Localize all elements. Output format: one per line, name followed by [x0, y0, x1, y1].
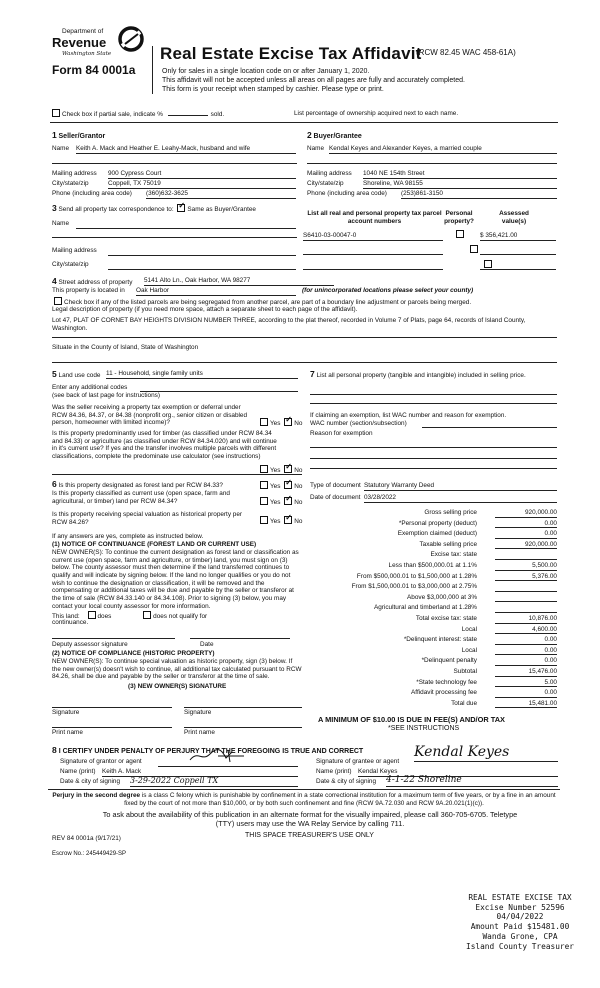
timber-no-checkbox[interactable]: [284, 465, 292, 473]
seller-mailing-row: Mailing address 900 Cypress Court: [52, 170, 297, 178]
continuance-label: continuance.: [52, 619, 89, 626]
street-address-row: 4 Street address of property 5141 Alto Ln., Oak Harbor, WA 98277: [52, 276, 557, 287]
timber-yes-checkbox[interactable]: [260, 465, 268, 473]
additional-codes-label: Enter any additional codes: [52, 384, 128, 391]
tax-row: [305, 509, 557, 520]
tax-row-amount[interactable]: 15,476.00: [495, 668, 557, 677]
tax-row-label: Less than $500,000.01 at 1.1%: [388, 562, 477, 569]
personal-col-header: Personal property?: [444, 210, 474, 225]
stamp-line1: REAL ESTATE EXCISE TAX: [468, 893, 572, 902]
tax-row: [305, 700, 557, 711]
tax-row-amount[interactable]: 0.00: [495, 520, 557, 529]
legal-description[interactable]: Lot 47, PLAT OF CORNET BAY HEIGHTS DIVISION NUMBER THREE, according to the plat thereof, recorded in Volume 7 of Plats, page 64, records of Island County, Washington.: [52, 317, 526, 332]
tax-row-label: *State technology fee: [416, 678, 477, 686]
tax-row: [305, 551, 557, 562]
continuance-title: (1) NOTICE OF CONTINUANCE (FOREST LAND OR CURRENT USE): [52, 541, 257, 548]
doc-type-row: Type of document Statutory Warranty Deed: [310, 482, 557, 490]
print-name-label-1: Print name: [52, 729, 83, 736]
tax-row-label: Subtotal: [453, 668, 477, 675]
grantor-sig-row: Signature of grantor or agent: [60, 758, 300, 766]
minimum-note: A MINIMUM OF $10.00 IS DUE IN FEE(S) AND/OR TAX: [318, 715, 505, 724]
dept-line1: Department of: [62, 28, 104, 35]
tax-row-label: *Personal property (deduct): [398, 519, 477, 527]
grantor-signature[interactable]: [158, 754, 298, 767]
tax-row-label: *Delinquent penalty: [421, 657, 477, 665]
new-owner-signature-2[interactable]: [184, 698, 302, 708]
property-location[interactable]: Oak Harbor: [136, 287, 296, 296]
exemption-question: Was the seller receiving a property tax exemption or deferral under RCW 84.36, 84.37, or 84.38 (nonprofit org., senior citizen or disabled person, homeowner with limited income)?: [52, 404, 248, 427]
current-use-yes-checkbox[interactable]: [260, 497, 268, 505]
grantor-date-row: Date & city of signing 3-29-2022 Coppell TX: [60, 778, 300, 786]
section3-name-field[interactable]: [76, 220, 296, 229]
signature-label-2: Signature: [184, 709, 212, 716]
assessed-col-header: Assessed value(s): [499, 210, 529, 225]
seller-city-row: City/state/zip Coppell, TX 75019: [52, 180, 297, 188]
tax-row: [305, 604, 557, 615]
tax-row-amount[interactable]: 0.00: [495, 647, 557, 656]
tax-row: [305, 615, 557, 626]
section3-city-field[interactable]: [108, 261, 296, 270]
forest-question: 6 Is this property designated as forest land per RCW 84.33?: [52, 479, 223, 489]
buyer-city-row: City/state/zip Shoreline, WA 98155: [307, 180, 557, 188]
stamp-line6: Island County Treasurer: [466, 941, 574, 951]
see-instructions: *SEE INSTRUCTIONS: [388, 725, 460, 732]
additional-codes-field[interactable]: [140, 384, 298, 392]
certify-heading: 8 I CERTIFY UNDER PENALTY OF PERJURY THAT THE FOREGOING IS TRUE AND CORRECT: [52, 745, 364, 755]
new-owner-signature-1[interactable]: [52, 698, 172, 708]
partial-sale-label: Check box if partial sale, indicate %: [62, 111, 163, 118]
reason-label: Reason for exemption: [310, 430, 373, 437]
section3-name-row: Name: [52, 220, 297, 228]
buyer-phone-row: Phone (including area code) (253)861-3150: [307, 190, 557, 198]
header-note2: This affidavit will not be accepted unless all areas on all pages are fully and accurately completed.: [162, 77, 465, 84]
treasurer-use-label: THIS SPACE TREASURER'S USE ONLY: [245, 832, 374, 839]
tax-row-amount[interactable]: [495, 583, 557, 592]
tax-row-label: From $1,500,000.01 to $3,000,000 at 2.75%: [351, 583, 477, 591]
grantee-date-row: Date & city of signing 4-1-22 Shoreline: [316, 778, 558, 786]
buyer-city[interactable]: Shoreline, WA 98155: [363, 180, 557, 189]
tax-row: [305, 689, 557, 700]
dept-line2: Revenue: [52, 35, 107, 50]
tax-row-label: Exemption claimed (deduct): [397, 530, 477, 538]
tax-row-label: Agricultural and timberland at 1.28%: [373, 604, 477, 612]
stamp-line2: Excise Number 52596: [475, 902, 565, 912]
grantee-signature[interactable]: Kendal Keyes: [414, 744, 558, 762]
tax-row: [305, 636, 557, 647]
buyer-mailing-row: Mailing address 1040 NE 154th Street: [307, 170, 557, 178]
header-note1: Only for sales in a single location code on or after January 1, 2020.: [162, 68, 370, 75]
treasurer-stamp: [464, 893, 576, 951]
tax-row-label: Gross selling price: [424, 509, 477, 516]
tax-row-amount[interactable]: 920,000.00: [495, 509, 557, 518]
see-back-label: (see back of last page for instructions): [52, 392, 160, 399]
tax-row-label: From $500,000.01 to $1,500,000 at 1.28%: [356, 572, 477, 580]
buyer-mailing[interactable]: 1040 NE 154th Street: [363, 170, 557, 179]
parcel-col-header: List all real and personal property tax parcel account numbers: [307, 210, 442, 225]
tax-row-label: Taxable selling price: [419, 540, 477, 548]
seller-mailing[interactable]: 900 Cypress Court: [108, 170, 296, 179]
tax-row-amount[interactable]: 0.00: [495, 689, 557, 698]
tax-row: [305, 679, 557, 690]
exemption-answer: Yes ✓ No: [258, 418, 302, 428]
tax-row-amount[interactable]: [495, 551, 557, 560]
tax-row-label: Total due: [451, 699, 477, 707]
tax-row: [305, 520, 557, 531]
list-percentage-note: List percentage of ownership acquired next to each name.: [294, 110, 459, 117]
assessed-value-1[interactable]: $ 356,421.00: [480, 232, 556, 241]
unincorporated-note: (for unincorporated locations please select your county): [302, 287, 474, 294]
tax-row: [305, 541, 557, 552]
wac-field[interactable]: [422, 420, 557, 428]
partial-sale-row: [50, 109, 224, 119]
does-not-qualify-checkbox[interactable]: [143, 611, 151, 619]
stamp-line3: 04/04/2022: [496, 912, 544, 922]
seller-heading: 1 Seller/Grantor: [52, 130, 106, 140]
seller-name[interactable]: Keith A. Mack and Heather E. Leahy-Mack, husband and wife: [76, 145, 296, 154]
historical-yes-checkbox[interactable]: [260, 516, 268, 524]
revenue-logo-icon: [116, 26, 146, 52]
grantee-date-city[interactable]: 4-1-22 Shoreline: [386, 775, 558, 787]
tax-row-label: Above $3,000,000 at 3%: [407, 593, 477, 601]
perjury-notice: Perjury in the second degree is a class C felony which is punishable by confinement in a state correctional institution for a maximum term of five years, or by a fine in an amount fixed by the court of not more than $10,000, or by both such confinement and fine (RCW 9A.72.030 and RCW 9A.20.021(1)(c)).: [52, 792, 556, 807]
buyer-heading: 2 Buyer/Grantee: [307, 130, 362, 140]
compliance-title: (2) NOTICE OF COMPLIANCE (HISTORIC PROPERTY): [52, 650, 215, 657]
tax-row-label: Total excise tax: state: [415, 615, 477, 622]
personal-property-list: 7 List all personal property (tangible and intangible) included in selling price.: [310, 369, 526, 379]
historical-no-checkbox[interactable]: [284, 516, 292, 524]
print-name-label-2: Print name: [184, 729, 215, 736]
deputy-date-label: Date: [200, 641, 214, 648]
section3-mailing-field[interactable]: [108, 247, 296, 256]
partial-sale-checkbox[interactable]: [52, 109, 60, 117]
timber-question: Is this property predominantly used for timber (as classified under RCW 84.34 and 84.33) or agriculture (as classified under RCW 84.34.020) and will continue in it's current use? If yes and the transfer involves multiple parcels with different classifications, complete the predominate use calculator (see instructions): [52, 430, 277, 461]
tax-row: [305, 668, 557, 679]
forest-no-checkbox[interactable]: [284, 481, 292, 489]
wac-row: WAC number (section/subsection): [310, 420, 557, 428]
tax-row-amount[interactable]: 15,481.00: [495, 700, 557, 709]
seller-phone-row: Phone (including area code) (360)632-3625: [52, 190, 297, 198]
tax-row: [305, 562, 557, 573]
tax-row-label: Local: [461, 646, 477, 654]
this-land-row: This land: does does not qualify for: [52, 613, 208, 620]
grantor-signature-scribble-icon: [188, 748, 248, 764]
located-row: This property is located in Oak Harbor (for unincorporated locations please select your county): [52, 287, 474, 294]
tax-row: [305, 647, 557, 658]
tax-row-amount[interactable]: 920,000.00: [495, 541, 557, 550]
header-note3: This form is your receipt when stamped by cashier. Please type or print.: [162, 86, 384, 93]
tax-row-amount[interactable]: [495, 594, 557, 603]
tax-row-amount[interactable]: 0.00: [495, 530, 557, 539]
historical-question: Is this property receiving special valuation as historical property per RCW 84.26?: [52, 511, 243, 526]
street-address[interactable]: 5141 Alto Ln., Oak Harbor, WA 98277: [144, 277, 334, 286]
buyer-name-row: Name Kendal Keyes and Alexander Keyes, a married couple: [307, 145, 557, 153]
tax-row: [305, 657, 557, 668]
land-use-code[interactable]: 11 - Household, single family units: [106, 370, 298, 379]
personal-property-checkbox-3[interactable]: [484, 260, 492, 268]
form-title: Real Estate Excise Tax Affidavit: [160, 44, 422, 63]
new-owner-signature-title: (3) NEW OWNER(S) SIGNATURE: [128, 683, 227, 690]
tax-row-amount[interactable]: 5.00: [495, 679, 557, 688]
tax-row-amount[interactable]: 5,500.00: [495, 562, 557, 571]
escrow-number: Escrow No.: 245449429-SP: [52, 851, 127, 857]
forest-yes-checkbox[interactable]: [260, 481, 268, 489]
personal-property-checkbox-1[interactable]: [456, 230, 464, 238]
land-use-row: 5 Land use code 11 - Household, single family units: [52, 369, 302, 380]
buyer-name[interactable]: Kendal Keyes and Alexander Keyes, a married couple: [329, 145, 557, 154]
buyer-phone[interactable]: (253)861-3150: [401, 190, 557, 199]
forest-answer: Yes ✓ No: [258, 481, 302, 491]
tax-row-label: *Delinquent interest: state: [403, 636, 477, 644]
tax-row: [305, 626, 557, 637]
document-date[interactable]: 03/28/2022: [364, 494, 557, 503]
tax-row: [305, 583, 557, 594]
tax-row-amount[interactable]: 0.00: [495, 636, 557, 645]
timber-answer: Yes ✓ No: [258, 465, 302, 475]
grantee-print-row: Name (print) Kendal Keyes: [316, 768, 558, 776]
same-as-buyer-checkbox[interactable]: [177, 204, 185, 212]
grantor-print-row: Name (print) Keith A. Mack: [60, 768, 300, 776]
tax-row-amount[interactable]: 4,600.00: [495, 626, 557, 635]
exemption-claim-label: If claiming an exemption, list WAC number and reason for exemption.: [310, 412, 507, 419]
tax-row-amount[interactable]: 0.00: [495, 657, 557, 666]
situate-text: Situate in the County of Island, State of Washington: [52, 344, 199, 351]
current-use-answer: Yes ✓ No: [258, 497, 302, 507]
section3-mailing-row: Mailing address: [52, 247, 297, 255]
tax-row-label: Affidavit processing fee: [411, 689, 477, 697]
signature-label-1: Signature: [52, 709, 80, 716]
tax-row-amount[interactable]: 5,376.00: [495, 573, 557, 582]
grantee-print-name[interactable]: Kendal Keyes: [358, 768, 558, 777]
seller-name-row: Name Keith A. Mack and Heather E. Leahy-Mack, husband and wife: [52, 145, 297, 153]
parcel-number-1[interactable]: S6410-03-00047-0: [303, 232, 443, 241]
segregated-row: Check box if any of the listed parcels are being segregated from another parcel, are part of a boundary line adjustment or parcels being merged.: [52, 297, 562, 307]
new-owner-print-2[interactable]: [184, 718, 302, 728]
alternate-format-note: To ask about the availability of this publication in an alternate format for the visually impaired, please call 360-705-6705. Teletype (TTY) users may use the WA Relay Service by calling 711.: [102, 810, 518, 828]
rev-number: REV 84 0001a (9/17/21): [52, 835, 121, 842]
section3-heading: 3 Send all property tax correspondence to: ✓ Same as Buyer/Grantee: [52, 203, 302, 214]
tax-row: [305, 594, 557, 605]
grantee-sig-row: Signature of grantee or agent Kendal Keyes: [316, 758, 558, 766]
dept-line3: Washington State: [62, 51, 112, 57]
tax-row-label: Local: [461, 625, 477, 633]
sold-label: sold.: [210, 111, 225, 118]
new-owner-print-1[interactable]: [52, 718, 172, 728]
tax-row-amount[interactable]: [495, 604, 557, 613]
current-use-question: Is this property classified as current use (open space, farm and agricultural, or timber) land per RCW 84.34?: [52, 490, 230, 505]
legal-label: Legal description of property (if you need more space, attach a separate sheet to each page of the affidavit).: [52, 306, 358, 313]
seller-phone[interactable]: (360)632-3625: [146, 190, 296, 199]
tax-row-label: Excise tax: state: [430, 551, 477, 559]
segregated-checkbox[interactable]: [54, 297, 62, 305]
tax-row-amount[interactable]: 10,876.00: [495, 615, 557, 624]
continuance-text: NEW OWNER(S): To continue the current designation as forest land or classification as current use (open space, farm and agriculture, or timber) land, you must sign on (3) below. The county assessor must then determine if the land transferred continues to qualify and will indicate by signing below. If the land no longer qualifies or you do not wish to continue the designation or classification, it will be removed and the compensating or additional taxes will be due and payable by the seller or transferor at the time of sale (RCW 84.33.140 or 84.34.108). Prior to signing (3) below, you may contact your local county assessor for more information.: [52, 549, 299, 610]
stamp-line5: Wanda Grone, CPA: [482, 931, 558, 941]
does-qualify-checkbox[interactable]: [88, 611, 96, 619]
personal-property-checkbox-2[interactable]: [470, 245, 478, 253]
seller-city[interactable]: Coppell, TX 75019: [108, 180, 296, 189]
doc-date-row: Date of document 03/28/2022: [310, 494, 557, 502]
stamp-line4: Amount Paid $15481.00: [470, 922, 570, 932]
exemption-yes-checkbox[interactable]: [260, 418, 268, 426]
deputy-sig-label: Deputy assessor signature: [52, 641, 128, 648]
current-use-no-checkbox[interactable]: [284, 497, 292, 505]
answers-note: If any answers are yes, complete as instructed below.: [52, 533, 204, 540]
form-number: Form 84 0001a: [52, 63, 136, 77]
compliance-text: NEW OWNER(S): To continue special valuation as historic property, sign (3) below. If the new owner(s) doesn't wish to continue, all additional tax calculated pursuant to RCW 84.26, shall be due and payable by the seller or transferor at the time of sale.: [52, 658, 302, 681]
exemption-no-checkbox[interactable]: [284, 418, 292, 426]
grantor-date-city[interactable]: 3-29-2022 Coppell TX: [130, 776, 298, 787]
grantor-print-name[interactable]: Keith A. Mack: [102, 768, 298, 777]
section3-city-row: City/state/zip: [52, 261, 297, 269]
historical-answer: Yes ✓ No: [258, 516, 302, 526]
rcw-reference: (RCW 82.45 WAC 458-61A): [416, 48, 516, 57]
document-type[interactable]: Statutory Warranty Deed: [364, 482, 557, 491]
tax-row: [305, 573, 557, 584]
tax-row: [305, 530, 557, 541]
